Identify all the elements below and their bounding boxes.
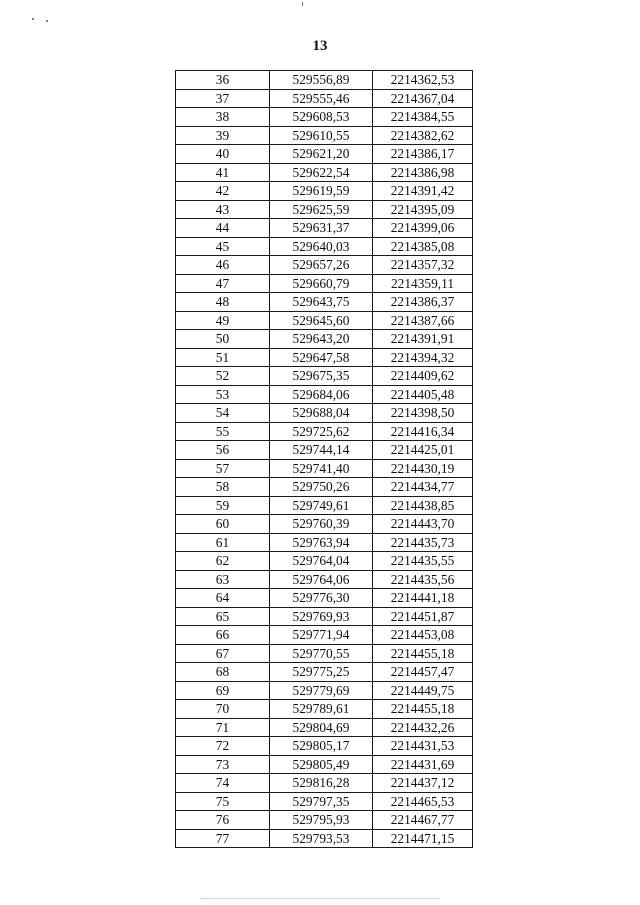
y-coordinate-cell: 2214385,08: [373, 237, 473, 256]
x-coordinate-cell: 529660,79: [270, 274, 373, 293]
page-bottom-edge: [200, 898, 440, 899]
table-row: [176, 700, 473, 719]
y-coordinate-cell: 2214430,19: [373, 459, 473, 478]
table-row: [176, 811, 473, 830]
x-coordinate-cell: 529725,62: [270, 422, 373, 441]
table-row: [176, 552, 473, 571]
x-coordinate-cell: 529647,58: [270, 348, 373, 367]
table-row: [176, 330, 473, 349]
x-coordinate-cell: 529764,06: [270, 570, 373, 589]
point-number-cell: 68: [176, 663, 270, 682]
point-number-cell: 44: [176, 219, 270, 238]
table-row: [176, 293, 473, 312]
y-coordinate-cell: 2214391,91: [373, 330, 473, 349]
y-coordinate-cell: 2214359,11: [373, 274, 473, 293]
x-coordinate-cell: 529741,40: [270, 459, 373, 478]
y-coordinate-cell: 2214451,87: [373, 607, 473, 626]
x-coordinate-cell: 529779,69: [270, 681, 373, 700]
point-number-cell: 53: [176, 385, 270, 404]
table-row: [176, 515, 473, 534]
x-coordinate-cell: 529622,54: [270, 163, 373, 182]
point-number-cell: 46: [176, 256, 270, 275]
x-coordinate-cell: 529770,55: [270, 644, 373, 663]
table-row: [176, 237, 473, 256]
x-coordinate-cell: 529657,26: [270, 256, 373, 275]
table-row: [176, 422, 473, 441]
table-row: [176, 145, 473, 164]
x-coordinate-cell: 529688,04: [270, 404, 373, 423]
table-row: [176, 200, 473, 219]
y-coordinate-cell: 2214434,77: [373, 478, 473, 497]
x-coordinate-cell: 529805,49: [270, 755, 373, 774]
scan-speck: [32, 18, 34, 20]
y-coordinate-cell: 2214441,18: [373, 589, 473, 608]
table-row: [176, 311, 473, 330]
y-coordinate-cell: 2214435,73: [373, 533, 473, 552]
table-row: [176, 792, 473, 811]
point-number-cell: 69: [176, 681, 270, 700]
x-coordinate-cell: 529749,61: [270, 496, 373, 515]
point-number-cell: 54: [176, 404, 270, 423]
table-row: [176, 626, 473, 645]
table-row: [176, 71, 473, 90]
y-coordinate-cell: 2214409,62: [373, 367, 473, 386]
point-number-cell: 42: [176, 182, 270, 201]
table-row: [176, 348, 473, 367]
y-coordinate-cell: 2214443,70: [373, 515, 473, 534]
point-number-cell: 61: [176, 533, 270, 552]
y-coordinate-cell: 2214367,04: [373, 89, 473, 108]
y-coordinate-cell: 2214432,26: [373, 718, 473, 737]
y-coordinate-cell: 2214399,06: [373, 219, 473, 238]
x-coordinate-cell: 529625,59: [270, 200, 373, 219]
table-row: [176, 404, 473, 423]
x-coordinate-cell: 529608,53: [270, 108, 373, 127]
table-row: [176, 441, 473, 460]
point-number-cell: 48: [176, 293, 270, 312]
table-row: [176, 459, 473, 478]
point-number-cell: 49: [176, 311, 270, 330]
point-number-cell: 47: [176, 274, 270, 293]
x-coordinate-cell: 529797,35: [270, 792, 373, 811]
y-coordinate-cell: 2214384,55: [373, 108, 473, 127]
coordinates-table: [175, 70, 473, 848]
x-coordinate-cell: 529816,28: [270, 774, 373, 793]
table-row: [176, 589, 473, 608]
x-coordinate-cell: 529793,53: [270, 829, 373, 848]
point-number-cell: 71: [176, 718, 270, 737]
x-coordinate-cell: 529555,46: [270, 89, 373, 108]
y-coordinate-cell: 2214394,32: [373, 348, 473, 367]
point-number-cell: 62: [176, 552, 270, 571]
y-coordinate-cell: 2214435,55: [373, 552, 473, 571]
x-coordinate-cell: 529640,03: [270, 237, 373, 256]
point-number-cell: 64: [176, 589, 270, 608]
x-coordinate-cell: 529789,61: [270, 700, 373, 719]
table-row: [176, 533, 473, 552]
y-coordinate-cell: 2214395,09: [373, 200, 473, 219]
table-row: [176, 182, 473, 201]
point-number-cell: 66: [176, 626, 270, 645]
x-coordinate-cell: 529645,60: [270, 311, 373, 330]
point-number-cell: 38: [176, 108, 270, 127]
point-number-cell: 40: [176, 145, 270, 164]
point-number-cell: 50: [176, 330, 270, 349]
y-coordinate-cell: 2214386,98: [373, 163, 473, 182]
point-number-cell: 73: [176, 755, 270, 774]
point-number-cell: 60: [176, 515, 270, 534]
x-coordinate-cell: 529763,94: [270, 533, 373, 552]
point-number-cell: 70: [176, 700, 270, 719]
x-coordinate-cell: 529804,69: [270, 718, 373, 737]
table-row: [176, 570, 473, 589]
point-number-cell: 74: [176, 774, 270, 793]
point-number-cell: 57: [176, 459, 270, 478]
table-row: [176, 219, 473, 238]
x-coordinate-cell: 529556,89: [270, 71, 373, 90]
x-coordinate-cell: 529805,17: [270, 737, 373, 756]
x-coordinate-cell: 529619,59: [270, 182, 373, 201]
y-coordinate-cell: 2214437,12: [373, 774, 473, 793]
table-row: [176, 607, 473, 626]
point-number-cell: 55: [176, 422, 270, 441]
y-coordinate-cell: 2214362,53: [373, 71, 473, 90]
table-row: [176, 385, 473, 404]
y-coordinate-cell: 2214453,08: [373, 626, 473, 645]
table-row: [176, 644, 473, 663]
point-number-cell: 51: [176, 348, 270, 367]
x-coordinate-cell: 529769,93: [270, 607, 373, 626]
x-coordinate-cell: 529771,94: [270, 626, 373, 645]
point-number-cell: 52: [176, 367, 270, 386]
x-coordinate-cell: 529643,20: [270, 330, 373, 349]
y-coordinate-cell: 2214387,66: [373, 311, 473, 330]
table-row: [176, 256, 473, 275]
y-coordinate-cell: 2214455,18: [373, 700, 473, 719]
x-coordinate-cell: 529760,39: [270, 515, 373, 534]
y-coordinate-cell: 2214425,01: [373, 441, 473, 460]
table-row: [176, 718, 473, 737]
x-coordinate-cell: 529675,35: [270, 367, 373, 386]
y-coordinate-cell: 2214416,34: [373, 422, 473, 441]
x-coordinate-cell: 529643,75: [270, 293, 373, 312]
x-coordinate-cell: 529764,04: [270, 552, 373, 571]
point-number-cell: 41: [176, 163, 270, 182]
point-number-cell: 45: [176, 237, 270, 256]
table-row: [176, 163, 473, 182]
point-number-cell: 75: [176, 792, 270, 811]
y-coordinate-cell: 2214449,75: [373, 681, 473, 700]
table-row: [176, 496, 473, 515]
y-coordinate-cell: 2214386,37: [373, 293, 473, 312]
scan-speck: [46, 20, 48, 22]
y-coordinate-cell: 2214431,53: [373, 737, 473, 756]
x-coordinate-cell: 529621,20: [270, 145, 373, 164]
x-coordinate-cell: 529750,26: [270, 478, 373, 497]
point-number-cell: 58: [176, 478, 270, 497]
scan-speck: [302, 2, 303, 6]
point-number-cell: 37: [176, 89, 270, 108]
x-coordinate-cell: 529795,93: [270, 811, 373, 830]
point-number-cell: 67: [176, 644, 270, 663]
y-coordinate-cell: 2214382,62: [373, 126, 473, 145]
table-row: [176, 478, 473, 497]
point-number-cell: 77: [176, 829, 270, 848]
point-number-cell: 72: [176, 737, 270, 756]
x-coordinate-cell: 529775,25: [270, 663, 373, 682]
y-coordinate-cell: 2214386,17: [373, 145, 473, 164]
page-number: 13: [312, 38, 328, 54]
table-row: [176, 89, 473, 108]
y-coordinate-cell: 2214357,32: [373, 256, 473, 275]
point-number-cell: 59: [176, 496, 270, 515]
table-row: [176, 274, 473, 293]
table-row: [176, 829, 473, 848]
table-row: [176, 737, 473, 756]
point-number-cell: 56: [176, 441, 270, 460]
table-row: [176, 126, 473, 145]
table-row: [176, 681, 473, 700]
point-number-cell: 39: [176, 126, 270, 145]
table-row: [176, 755, 473, 774]
table-row: [176, 663, 473, 682]
coordinates-table-body: [176, 71, 473, 848]
y-coordinate-cell: 2214467,77: [373, 811, 473, 830]
y-coordinate-cell: 2214471,15: [373, 829, 473, 848]
y-coordinate-cell: 2214465,53: [373, 792, 473, 811]
x-coordinate-cell: 529610,55: [270, 126, 373, 145]
point-number-cell: 43: [176, 200, 270, 219]
point-number-cell: 63: [176, 570, 270, 589]
table-row: [176, 367, 473, 386]
y-coordinate-cell: 2214438,85: [373, 496, 473, 515]
point-number-cell: 36: [176, 71, 270, 90]
table-row: [176, 774, 473, 793]
y-coordinate-cell: 2214398,50: [373, 404, 473, 423]
y-coordinate-cell: 2214391,42: [373, 182, 473, 201]
x-coordinate-cell: 529744,14: [270, 441, 373, 460]
y-coordinate-cell: 2214455,18: [373, 644, 473, 663]
y-coordinate-cell: 2214457,47: [373, 663, 473, 682]
x-coordinate-cell: 529631,37: [270, 219, 373, 238]
y-coordinate-cell: 2214431,69: [373, 755, 473, 774]
x-coordinate-cell: 529684,06: [270, 385, 373, 404]
y-coordinate-cell: 2214405,48: [373, 385, 473, 404]
point-number-cell: 76: [176, 811, 270, 830]
point-number-cell: 65: [176, 607, 270, 626]
table-row: [176, 108, 473, 127]
y-coordinate-cell: 2214435,56: [373, 570, 473, 589]
x-coordinate-cell: 529776,30: [270, 589, 373, 608]
